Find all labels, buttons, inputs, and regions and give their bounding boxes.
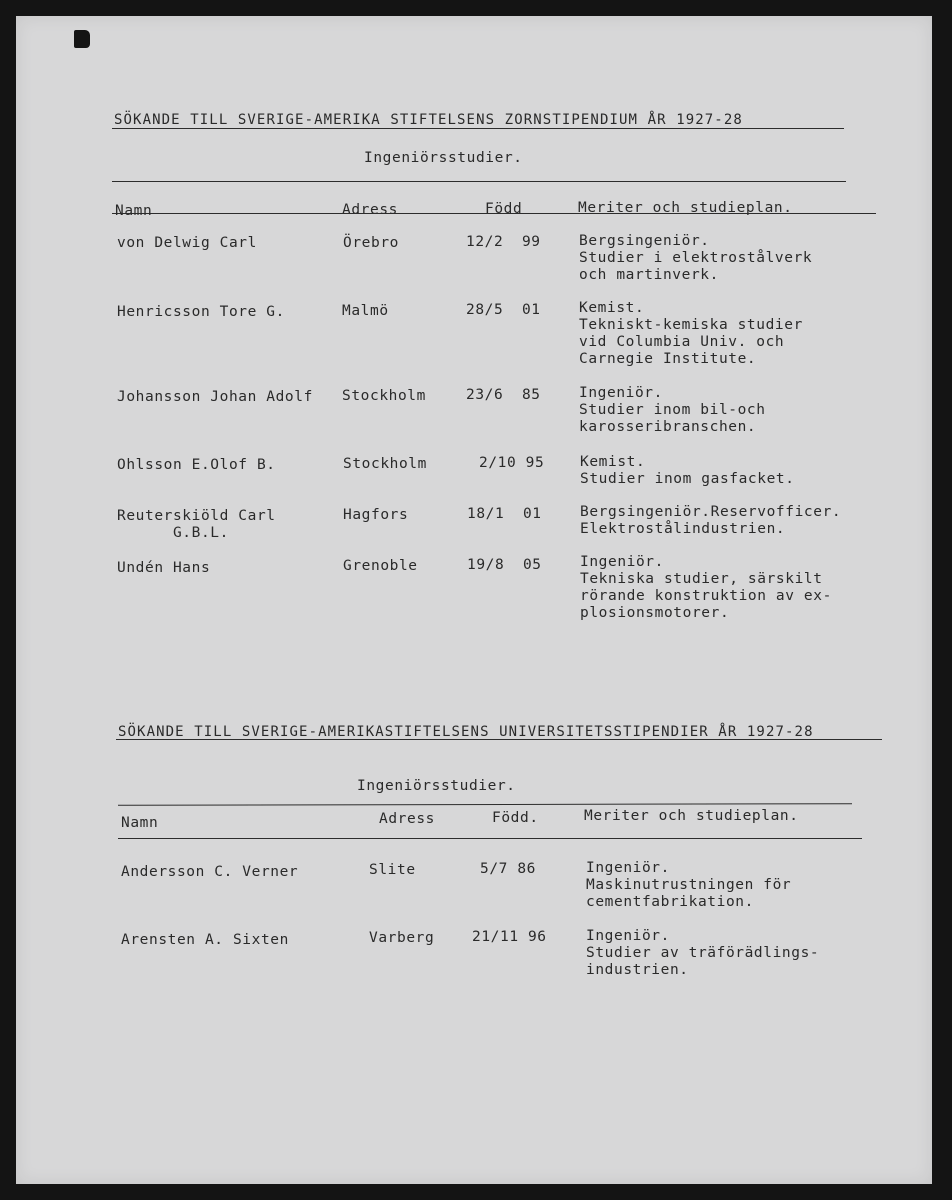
row-merits: Ingeniör. Studier av träförädlings- industrien.	[586, 928, 820, 978]
row-name: Undén Hans	[117, 560, 211, 576]
row-merits: Ingeniör. Maskinutrustningen för cementfabrikation.	[586, 860, 792, 910]
section1-subtitle: Ingeniörsstudier.	[364, 150, 523, 166]
row-name: Henricsson Tore G.	[117, 304, 285, 320]
section2-subtitle: Ingeniörsstudier.	[357, 778, 516, 794]
row-address: Stockholm	[343, 456, 427, 472]
row-name: Arensten A. Sixten	[121, 932, 289, 948]
row-address: Hagfors	[343, 507, 409, 523]
row-address: Stockholm	[342, 388, 426, 404]
row-merits: Bergsingeniör. Studier i elektrostålverk och martinverk.	[579, 233, 813, 283]
section2-header-rule	[118, 838, 862, 839]
section2-title-rule	[116, 739, 882, 740]
section1-title: SÖKANDE TILL SVERIGE-AMERIKA STIFTELSENS ZORNSTIPENDIUM ÅR 1927-28	[114, 112, 743, 128]
row-merits: Ingeniör. Studier inom bil-och karosseribranschen.	[579, 385, 766, 435]
section2-header-merits: Meriter och studieplan.	[584, 808, 799, 824]
row-address: Slite	[369, 862, 416, 878]
row-name: Andersson C. Verner	[121, 864, 299, 880]
row-name: Johansson Johan Adolf	[117, 389, 313, 405]
row-born: 21/11 96	[472, 929, 547, 945]
row-name: Reuterskiöld Carl G.B.L.	[117, 508, 276, 541]
section2-header-born: Född.	[492, 810, 539, 826]
section1-header-name: Namn	[115, 203, 153, 219]
section1-subtitle-rule	[112, 181, 846, 182]
section1-header-rule	[112, 213, 876, 214]
row-merits: Ingeniör. Tekniska studier, särskilt rörande konstruktion av ex- plosionsmotorer.	[580, 554, 832, 621]
row-name: Ohlsson E.Olof B.	[117, 457, 276, 473]
row-address: Grenoble	[343, 558, 418, 574]
row-born: 12/2 99	[466, 234, 541, 250]
row-address: Varberg	[369, 930, 435, 946]
row-name: von Delwig Carl	[117, 235, 257, 251]
row-born: 18/1 01	[467, 506, 542, 522]
section2-header-name: Namn	[121, 815, 159, 831]
row-born: 28/5 01	[466, 302, 541, 318]
section2-header-address: Adress	[379, 811, 435, 827]
row-merits: Kemist. Studier inom gasfacket.	[580, 454, 795, 487]
section1-title-rule	[112, 128, 844, 129]
row-born: 5/7 86	[480, 861, 536, 877]
row-born: 23/6 85	[466, 387, 541, 403]
paper-notch	[74, 30, 90, 48]
section1-header-born: Född	[485, 201, 523, 217]
row-merits: Bergsingeniör.Reservofficer. Elektrostålindustrien.	[580, 504, 842, 537]
row-address: Örebro	[343, 235, 399, 251]
section2-title: SÖKANDE TILL SVERIGE-AMERIKASTIFTELSENS UNIVERSITETSSTIPENDIER ÅR 1927-28	[118, 724, 814, 740]
row-born: 2/10 95	[479, 455, 545, 471]
row-address: Malmö	[342, 303, 389, 319]
section1-header-address: Adress	[342, 202, 398, 218]
row-born: 19/8 05	[467, 557, 542, 573]
section1-header-merits: Meriter och studieplan.	[578, 200, 793, 216]
row-merits: Kemist. Tekniskt-kemiska studier vid Columbia Univ. och Carnegie Institute.	[579, 300, 803, 367]
